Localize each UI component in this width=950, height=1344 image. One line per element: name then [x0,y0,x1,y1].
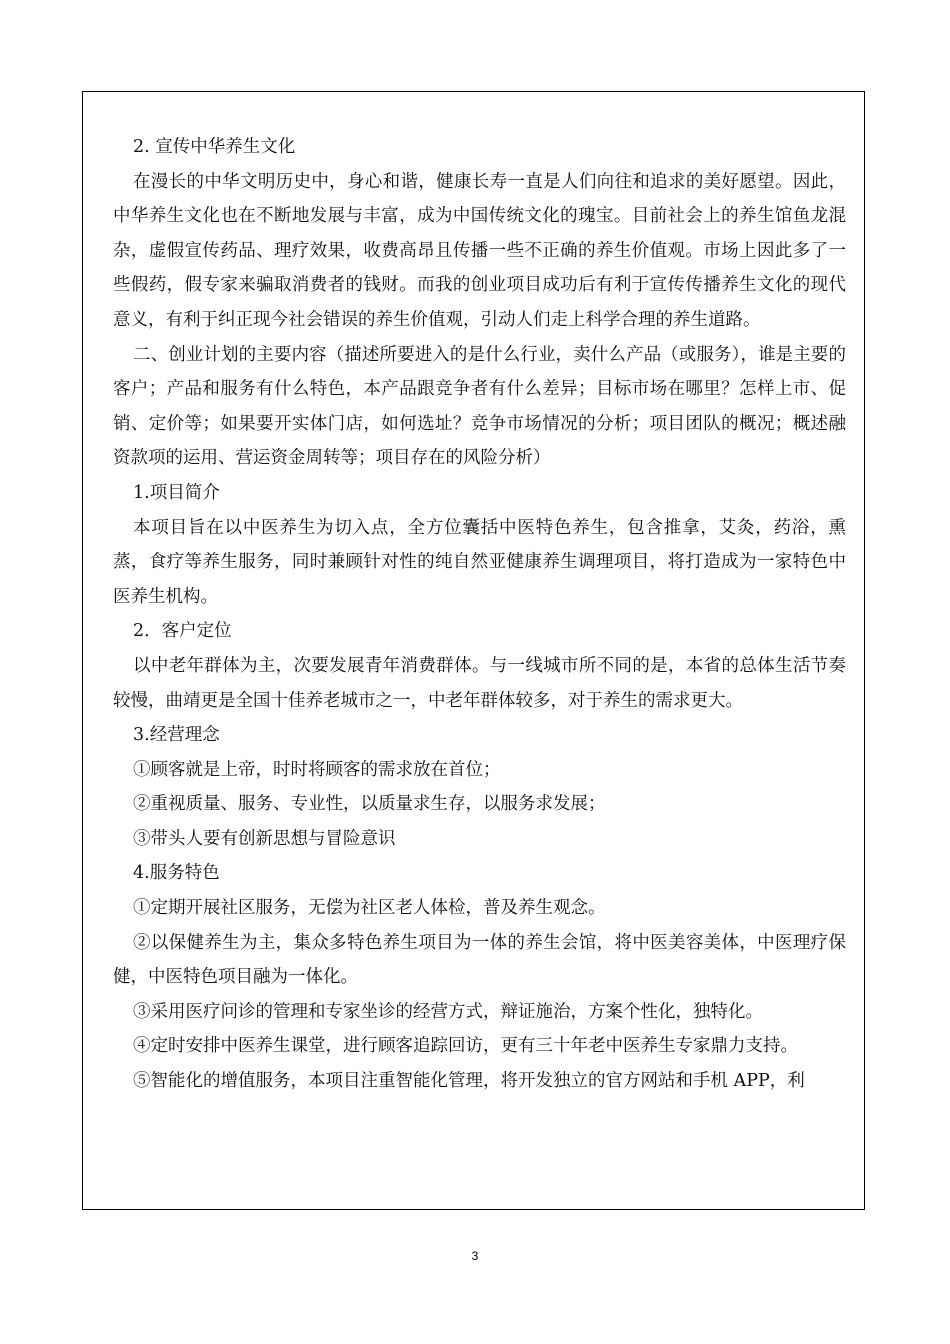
paragraph-customer-positioning: 以中老年群体为主，次要发展青年消费群体。与一线城市所不同的是，本省的总体生活节奏较慢，曲靖更是全国十佳养老城市之一，中老年群体较多，对于养生的需求更大。 [113,655,846,711]
document-body [113,130,846,1099]
paragraph-culture: 在漫长的中华文明历史中，身心和谐，健康长寿一直是人们向往和追求的美好愿望。因此，中华养生文化也在不断地发展与丰富，成为中国传统文化的瑰宝。目前社会上的养生馆鱼龙混杂，虚假宣传药品、理疗效果，收费高昂且传播一些不正确的养生价值观。市场上因此多了一些假药，假专家来骗取消费者的钱财。而我的创业项目成功后有利于宣传传播养生文化的现代意义，有利于纠正现今社会错误的养生价值观，引动人们走上科学合理的养生道路。 [113,171,846,330]
section-heading-plan-content: 二、创业计划的主要内容（描述所要进入的是什么行业，卖什么产品（或服务），谁是主要的客户；产品和服务有什么特色，本产品跟竞争者有什么差异；目标市场在哪里？怎样上市、促销、定价等；如果要开实体门店，如何选址？竞争市场情况的分析；项目团队的概况；概述融资款项的运用、营运资金周转等；项目存在的风险分析） [113,344,846,469]
subheading-project-intro: 1.项目简介 [133,482,220,503]
list-item-feature-4: ④定时安排中医养生课堂，进行顾客追踪回访，更有三十年老中医养生专家鼎力支持。 [133,1036,798,1057]
subheading-business-philosophy: 3.经营理念 [133,725,220,746]
list-item-feature-1: ①定期开展社区服务，无偿为社区老人体检，普及养生观念。 [133,898,606,919]
list-item-feature-5: ⑤智能化的增值服务，本项目注重智能化管理，将开发独立的官方网站和手机 APP，利 [133,1071,805,1092]
document-table-frame [82,91,865,1210]
list-item-philosophy-1: ①顾客就是上帝，时时将顾客的需求放在首位； [133,759,501,780]
paragraph-project-intro: 本项目旨在以中医养生为切入点，全方位囊括中医特色养生，包含推拿，艾灸，药浴，熏蒸，食疗等养生服务，同时兼顾针对性的纯自然亚健康养生调理项目，将打造成为一家特色中医养生机构。 [113,517,846,607]
list-item-philosophy-3: ③带头人要有创新思想与冒险意识 [133,828,396,849]
list-item-philosophy-2: ②重视质量、服务、专业性，以质量求生存，以服务求发展； [133,794,606,815]
subheading-customer-positioning: 2．客户定位 [133,621,232,642]
page-number: 3 [471,1249,479,1263]
list-item-feature-2: ②以保健养生为主，集众多特色养生项目为一体的养生会馆，将中医美容美体，中医理疗保健，中医特色项目融为一体化。 [113,932,846,988]
list-item-feature-3: ③采用医疗问诊的管理和专家坐诊的经营方式，辩证施治，方案个性化，独特化。 [133,1001,763,1022]
subheading-service-features: 4.服务特色 [133,863,220,884]
section-heading-promote-culture: 2. 宣传中华养生文化 [133,137,296,157]
